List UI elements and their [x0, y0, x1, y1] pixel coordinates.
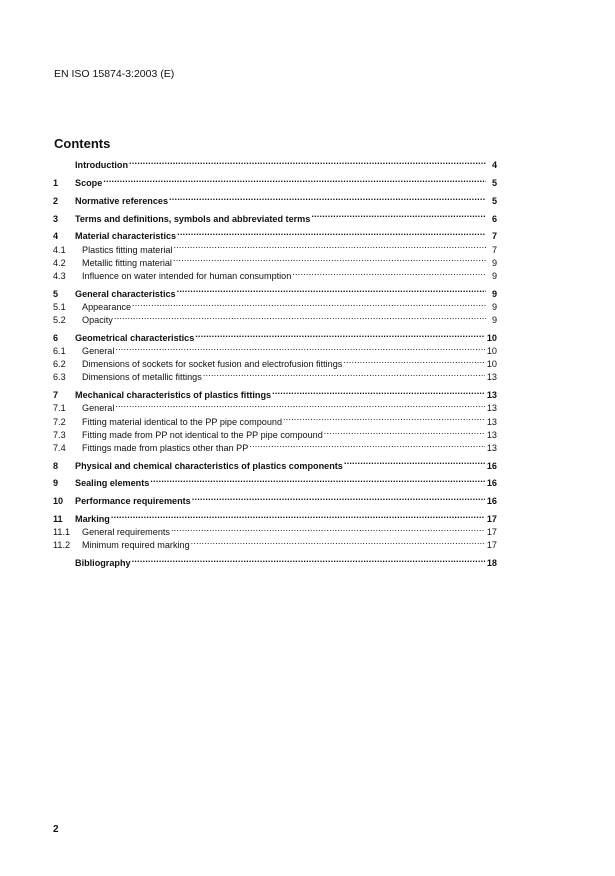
contents-heading: Contents [54, 136, 111, 151]
toc-entry-page: 9 [491, 270, 497, 281]
toc-entry-page: 16 [486, 496, 497, 507]
toc-entry-title: Normative references [75, 195, 169, 206]
toc-entry-title: Physical and chemical characteristics of plastics components [75, 460, 343, 471]
toc-entry[interactable] [53, 456, 497, 469]
toc-entry-page: 16 [486, 478, 497, 489]
toc-leader-dots [195, 328, 485, 341]
toc-entry-page: 13 [486, 416, 497, 427]
toc-leader-dots [129, 155, 486, 168]
toc-entry[interactable] [53, 509, 497, 525]
toc-leader-dots [177, 226, 486, 239]
toc-entry[interactable] [53, 208, 497, 224]
toc-entry-number: 1 [53, 177, 59, 188]
toc-entry-page: 13 [486, 403, 497, 414]
toc-leader-dots [292, 266, 486, 279]
toc-entry[interactable] [53, 553, 497, 569]
toc-leader-dots [344, 456, 485, 469]
toc-leader-dots [283, 411, 485, 424]
toc-entry-title: Opacity [82, 315, 113, 326]
toc-leader-dots [191, 535, 485, 548]
toc-leader-dots [115, 398, 485, 411]
toc-entry-page: 18 [486, 558, 497, 569]
toc-entry[interactable] [53, 155, 497, 171]
toc-entry-page: 17 [486, 540, 497, 551]
toc-leader-dots [132, 553, 485, 566]
toc-entry-title: Dimensions of metallic fittings [82, 372, 202, 383]
toc-entry-number: 10 [53, 496, 64, 507]
toc-entry[interactable] [53, 328, 497, 341]
toc-entry-title: Metallic fitting material [82, 257, 172, 268]
toc-leader-dots [171, 522, 485, 535]
table-of-contents [53, 155, 497, 569]
toc-entry-page: 5 [491, 177, 497, 188]
toc-entry[interactable] [53, 491, 497, 507]
toc-entry-page: 7 [491, 244, 497, 255]
toc-entry-title: General characteristics [75, 288, 176, 299]
toc-entry-number: 11.2 [53, 540, 71, 551]
toc-entry[interactable] [53, 283, 497, 299]
toc-entry-title: Material characteristics [75, 231, 177, 242]
toc-leader-dots [324, 425, 485, 438]
toc-leader-dots [132, 297, 486, 310]
toc-entry[interactable] [53, 385, 497, 401]
toc-leader-dots [103, 173, 486, 186]
toc-entry-number: 2 [53, 195, 59, 206]
toc-entry-title: Fitting material identical to the PP pipe compound [82, 416, 283, 427]
toc-leader-dots [115, 341, 485, 354]
toc-entry-page: 4 [491, 160, 497, 171]
toc-entry-title: Bibliography [75, 558, 131, 569]
toc-entry[interactable] [53, 398, 497, 414]
toc-entry-number: 3 [53, 213, 59, 224]
toc-entry-title: Appearance [82, 301, 132, 312]
toc-entry-title: Minimum required marking [82, 540, 190, 551]
toc-entry-number: 4 [53, 231, 59, 242]
toc-entry-title: Dimensions of sockets for socket fusion and electrofusion fittings [82, 359, 343, 370]
toc-entry-number: 11 [53, 514, 63, 525]
toc-entry[interactable] [53, 522, 497, 538]
toc-entry-page: 9 [491, 315, 497, 326]
toc-entry-title: Fitting made from PP not identical to the PP pipe compound [82, 429, 323, 440]
toc-leader-dots [272, 385, 485, 398]
toc-entry-page: 7 [491, 231, 497, 242]
toc-entry-page: 6 [491, 213, 497, 224]
toc-entry-number: 4.1 [53, 244, 66, 255]
toc-entry-title: General [82, 346, 115, 356]
toc-entry[interactable] [53, 226, 497, 242]
toc-entry-title: Terms and definitions, symbols and abbreviated terms [75, 213, 311, 224]
toc-entry-number: 11.1 [53, 527, 71, 538]
toc-entry-title: General requirements [82, 527, 170, 538]
toc-entry-title: Introduction [75, 160, 129, 171]
toc-entry-number: 7.4 [53, 442, 66, 453]
toc-entry-page: 10 [486, 332, 497, 343]
toc-entry-number: 6.3 [53, 372, 66, 383]
toc-entry-number: 7.2 [53, 416, 66, 427]
page-number: 2 [53, 824, 59, 835]
toc-leader-dots [150, 473, 485, 486]
toc-leader-dots [311, 208, 486, 221]
toc-entry-number: 7.3 [53, 429, 66, 440]
toc-entry-title: Marking [75, 514, 110, 525]
toc-entry-title: Geometrical characteristics [75, 332, 195, 343]
toc-leader-dots [114, 310, 486, 323]
toc-leader-dots [111, 509, 485, 522]
toc-entry[interactable] [53, 173, 497, 186]
toc-entry[interactable] [53, 191, 497, 204]
toc-leader-dots [173, 253, 486, 266]
toc-entry[interactable] [53, 473, 497, 489]
toc-entry-page: 9 [491, 288, 497, 299]
toc-entry-number: 5.2 [53, 315, 66, 326]
toc-entry-title: Influence on water intended for human consumption [82, 270, 292, 281]
toc-entry-number: 5 [53, 288, 59, 299]
toc-entry-title: Fittings made from plastics other than PP [82, 442, 249, 453]
toc-entry-title: Sealing elements [75, 478, 150, 489]
toc-leader-dots [177, 283, 486, 296]
toc-entry[interactable] [53, 411, 497, 427]
toc-entry-number: 9 [53, 478, 59, 489]
toc-leader-dots [249, 438, 485, 451]
toc-entry-page: 10 [486, 346, 497, 356]
toc-entry-page: 17 [486, 527, 497, 538]
toc-entry-number: 7 [53, 390, 59, 401]
toc-entry-page: 17 [486, 514, 497, 525]
toc-entry[interactable] [53, 354, 497, 370]
toc-leader-dots [343, 354, 485, 367]
toc-entry-page: 16 [486, 460, 497, 471]
toc-entry-number: 6.1 [53, 346, 66, 356]
toc-entry-number: 4.2 [53, 257, 66, 268]
toc-leader-dots [173, 239, 486, 252]
toc-entry[interactable] [53, 310, 497, 326]
toc-entry-title: Scope [75, 177, 103, 188]
toc-entry-page: 9 [491, 301, 497, 312]
toc-entry-page: 9 [491, 257, 497, 268]
toc-entry-title: Performance requirements [75, 496, 191, 507]
toc-entry-title: General [82, 403, 115, 414]
toc-entry-number: 6.2 [53, 359, 66, 370]
toc-entry-page: 13 [486, 390, 497, 401]
toc-entry-page: 13 [486, 429, 497, 440]
toc-entry-page: 13 [486, 442, 497, 453]
toc-entry-number: 4.3 [53, 270, 66, 281]
toc-entry-page: 10 [486, 359, 497, 370]
toc-leader-dots [169, 191, 486, 204]
toc-entry-number: 6 [53, 332, 59, 343]
toc-entry-number: 5.1 [53, 301, 66, 312]
toc-entry-page: 13 [486, 372, 497, 383]
toc-leader-dots [203, 367, 485, 380]
document-header: EN ISO 15874-3:2003 (E) [54, 68, 175, 80]
toc-leader-dots [192, 491, 485, 504]
toc-entry-page: 5 [491, 195, 497, 206]
toc-entry[interactable] [53, 341, 497, 354]
toc-entry-number: 7.1 [53, 403, 66, 414]
toc-entry-title: Plastics fitting material [82, 244, 173, 255]
toc-entry-number: 8 [53, 460, 59, 471]
toc-entry-title: Mechanical characteristics of plastics fittings [75, 390, 272, 401]
